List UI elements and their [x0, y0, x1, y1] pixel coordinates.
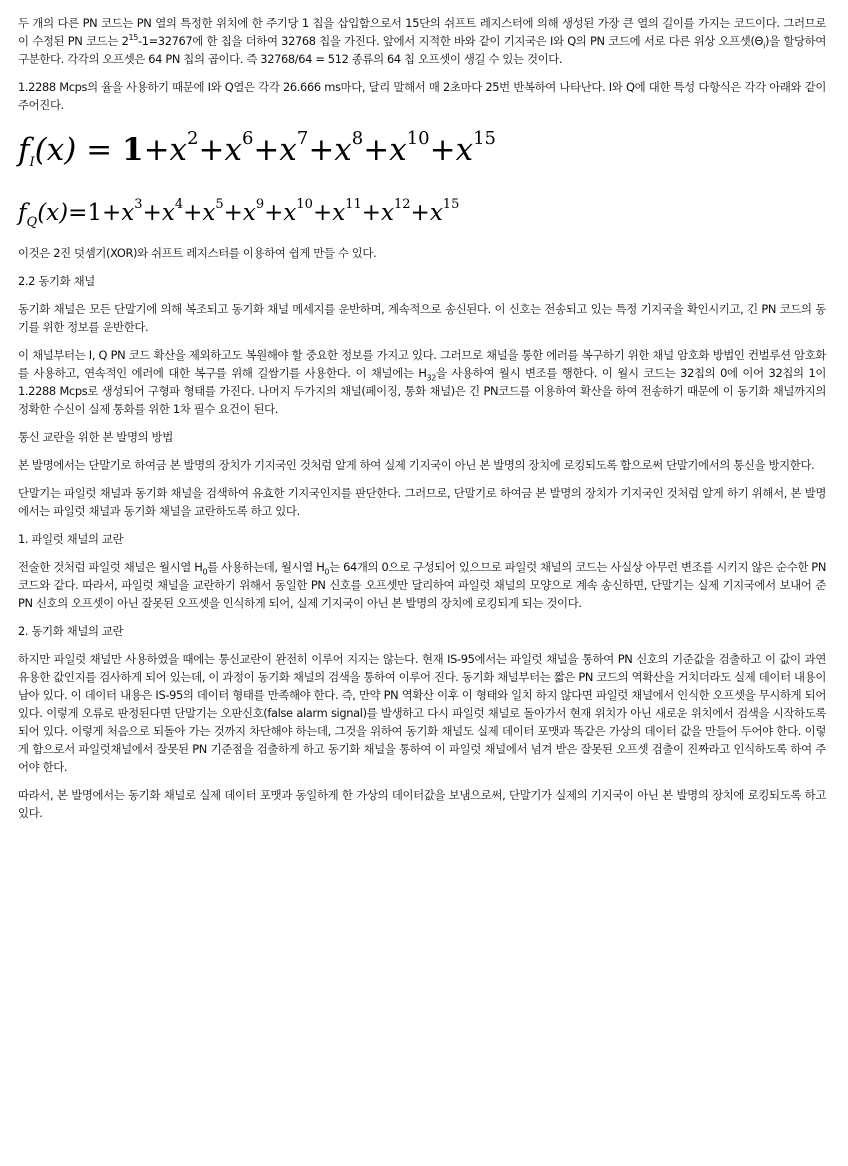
equation-fq: [18, 197, 826, 244]
eq-term-base: +x: [264, 200, 297, 226]
text-span: 전술한 것처럼 파일럿 채널은 월시열 H: [18, 560, 203, 574]
eq-terms: [102, 197, 460, 226]
text-span: 을 사용하여 월시 변조를 행한다. 이 월시 코드는 32칩의 0에 이어 32칩의 1이 1.2288 Mcps로 생성되어 구형파 형태를 가진다. 나머지 두가지의 채널(페이징, 통화 채널)은 긴 PN코드를 이용하여 확산을 하여 전송하기 때문에 이 동기화 채널까지의 정확한 수신이 실제 통화를 위한 1차 필수 요건이 된다.: [18, 366, 826, 416]
eq-term-exponent: 6: [241, 128, 254, 149]
section-heading-sync-jamming: 2. 동기화 채널의 교란: [18, 624, 124, 638]
section-heading-sync-channel: 2.2 동기화 채널: [18, 274, 95, 288]
paragraph-method: 본 발명에서는 단말기로 하여금 본 발명의 장치가 기지국인 것처럼 알게 하여 실제 기지국이 아닌 본 발명의 장치에 로킹되도록 함으로써 단말기에서의 통신을 방지한다.: [18, 458, 815, 472]
paragraph-search: 단말기는 파일럿 채널과 동기화 채널을 검색하여 유효한 기지국인지를 판단한다. 그러므로, 단말기로 하여금 본 발명의 장치가 기지국인 것처럼 알게 하기 위해서, 본 발명에서는 파일럿 채널과 동기화 채널을 교란하도록 하고 있다.: [18, 486, 826, 518]
subscript: i: [763, 41, 766, 51]
eq-term-base: +x: [312, 200, 346, 226]
eq-term-base: +x: [308, 132, 352, 168]
eq-term-exponent: 4: [174, 197, 184, 212]
eq-constant: 1: [87, 200, 103, 226]
paragraph-xor: 이것은 2진 덧셈기(XOR)와 쉬프트 레지스터를 이용하여 쉽게 만들 수 있다.: [18, 246, 377, 260]
section-heading-pilot: 1. 파일럿 채널의 교란: [18, 532, 124, 546]
eq-term-base: +x: [363, 132, 407, 168]
text-span: 를 사용하는데, 월시열 H: [207, 560, 325, 574]
paragraph-chip-rate: 1.2288 Mcps의 율을 사용하기 때문에 I와 Q열은 각각 26.666 ms마다, 달리 말해서 매 2초마다 25번 반복하여 나타난다. I와 Q에 대한 특성 다항식은 각각 아래와 같이 주어진다.: [18, 80, 826, 112]
eq-function-name: f: [18, 132, 30, 168]
eq-term-base: +x: [198, 132, 242, 168]
eq-term-exponent: 10: [406, 128, 430, 149]
eq-term-base: +x: [429, 132, 474, 168]
eq-term-exponent: 12: [394, 197, 411, 212]
paragraph-walsh: [18, 346, 826, 418]
eq-term-base: +x: [143, 132, 188, 168]
eq-subscript: Q: [26, 215, 38, 230]
section-heading-method: 통신 교란을 위한 본 발명의 방법: [18, 430, 173, 444]
superscript: 15: [128, 33, 138, 43]
text-span: 이 채널부터는 I, Q PN 코드 확산을 제외하고도 복원해야 할 중요한 정보를 가지고 있다. 그러므로 채널을 통한 에러를 복구하기 위한 채널 암호화 방법인 컨벌루션 암호화를 사용하고, 연속적인 에러에 대한 복구를 위해 길쌈기를 사용한다. 이 채널에는 H: [18, 348, 826, 380]
eq-constant: 1: [121, 132, 144, 168]
eq-term-base: +x: [183, 200, 216, 226]
eq-term-exponent: 11: [345, 197, 362, 212]
eq-term-exponent: 5: [215, 197, 224, 212]
eq-subscript: I: [29, 155, 35, 170]
eq-term-base: +x: [223, 200, 256, 226]
text-span: -1=32767에 한 칩을 더하여 32768 칩을 가진다. 앞에서 지적한 바와 같이 기지국은 I와 Q의 PN 코드에 서로 다른 위상 오프셋(Θ: [137, 34, 764, 48]
subscript: 0: [202, 567, 208, 577]
eq-term-exponent: 8: [351, 128, 364, 149]
eq-argument: (x) =: [34, 132, 122, 168]
eq-term-exponent: 3: [134, 197, 143, 212]
eq-term-base: +x: [361, 200, 394, 226]
eq-term-base: +x: [142, 200, 175, 226]
paragraph-pn-code: [18, 14, 826, 68]
subscript: 32: [426, 373, 437, 383]
text-span: 두 개의 다른 PN 코드는 PN 열의 특정한 위치에 한 주기당 1 칩을 삽입함으로서 15단의 쉬프트 레지스터에 의해 생성된 가장 큰 열의 길이를 가지는 코드이다. 그러므로 이 수정된 PN 코드는 2: [18, 16, 826, 48]
text-span: 는 64개의 0으로 구성되어 있으므로 파일럿 채널의 코드는 사실상 아무런 변조를 시키지 않은 순수한 PN 코드와 같다. 따라서, 파일럿 채널을 교란하기 위해서 동일한 PN 신호를 오프셋만 달리하여 파일럿 채널의 모양으로 계속 송신하면, 단말기는 실제 기지국에서 보내어 준 PN 신호의 오프셋이 아닌 잘못된 오프셋을 인식하게 되어, 실제 기지국이 아닌 본 발명의 장치에 로킹되게 되는 것이다.: [18, 560, 826, 610]
eq-terms: [143, 128, 496, 168]
paragraph-pilot: [18, 558, 826, 612]
paragraph-sync-channel: 동기화 채널은 모든 단말기에 의해 복조되고 동기화 채널 메세지를 운반하며, 계속적으로 송신된다. 이 신호는 전송되고 있는 특정 기지국을 확인시키고, 긴 PN 코드의 동기를 위한 정보를 운반한다.: [18, 302, 826, 334]
paragraph-sync-jamming: 하지만 파일럿 채널만 사용하였을 때에는 통신교란이 완전히 이루어 지지는 않는다. 현재 IS-95에서는 파일럿 채널을 통하여 PN 신호의 기준값을 검출하고 이 값이 과연 유용한 값인지를 검사하게 되어 있는데, 이 과정이 동기화 채널의 검색을 통하여 이루어 진다. 동기화 채널부터는 짧은 PN 코드의 역확산을 거치더라도 실제 데이터 내용이 남아 있다. 이 데이터 내용은 IS-95의 데이터 형태를 만족해야 한다. 즉, 만약 PN 역확산 이후 이 형태와 일치 하지 않다면 파일럿 채널에서 인식한 오프셋을 무시하게 되어 있다. 이렇게 오류로 판정된다면 단말기는 오판신호(false alarm signal)를 발생하고 다시 파일럿 채널로 돌아가서 현재 위치가 아닌 새로운 위치에서 검색을 시작하도록 되어 있다. 이렇게 처음으로 되돌아 가는 것까지 차단해야 하는데, 그것을 위하여 동기화 채널도 실제 데이터 포맷과 똑같은 가상의 데이터 값을 만들어 두어야 한다. 이렇게 함으로서 파일럿채널에서 잘못된 PN 기준점을 검출하게 하고 동기화 채널을 통하여 이 파일럿 채널에서 넘겨 받은 잘못된 오프셋 검출이 진짜라고 인식하도록 하여 주어야 한다.: [18, 652, 826, 774]
equation-fi: [18, 128, 826, 192]
eq-term-exponent: 10: [296, 197, 313, 212]
eq-term-base: +x: [410, 200, 443, 226]
eq-term-exponent: 15: [473, 128, 496, 149]
document-body: [18, 14, 826, 822]
eq-term-exponent: 7: [296, 128, 309, 149]
eq-argument: (x)=: [37, 200, 88, 226]
eq-function-name: f: [18, 200, 27, 226]
text-span: )을 할당하여 구분한다. 각각의 오프셋은 64 PN 칩의 곱이다. 즉 32768/64 = 512 종류의 64 칩 오프셋이 생길 수 있는 것이다.: [18, 34, 826, 66]
eq-term-exponent: 2: [187, 128, 199, 149]
eq-term-exponent: 9: [255, 197, 265, 212]
subscript: 0: [324, 567, 330, 577]
eq-term-base: +x: [253, 132, 297, 168]
paragraph-conclusion: 따라서, 본 발명에서는 동기화 채널로 실제 데이터 포맷과 동일하게 한 가상의 데이터값을 보냄으로써, 단말기가 실제의 기지국이 아닌 본 발명의 장치에 로킹되도록 하고 있다.: [18, 788, 826, 820]
eq-term-exponent: 15: [442, 197, 460, 212]
eq-term-base: +x: [102, 200, 135, 226]
